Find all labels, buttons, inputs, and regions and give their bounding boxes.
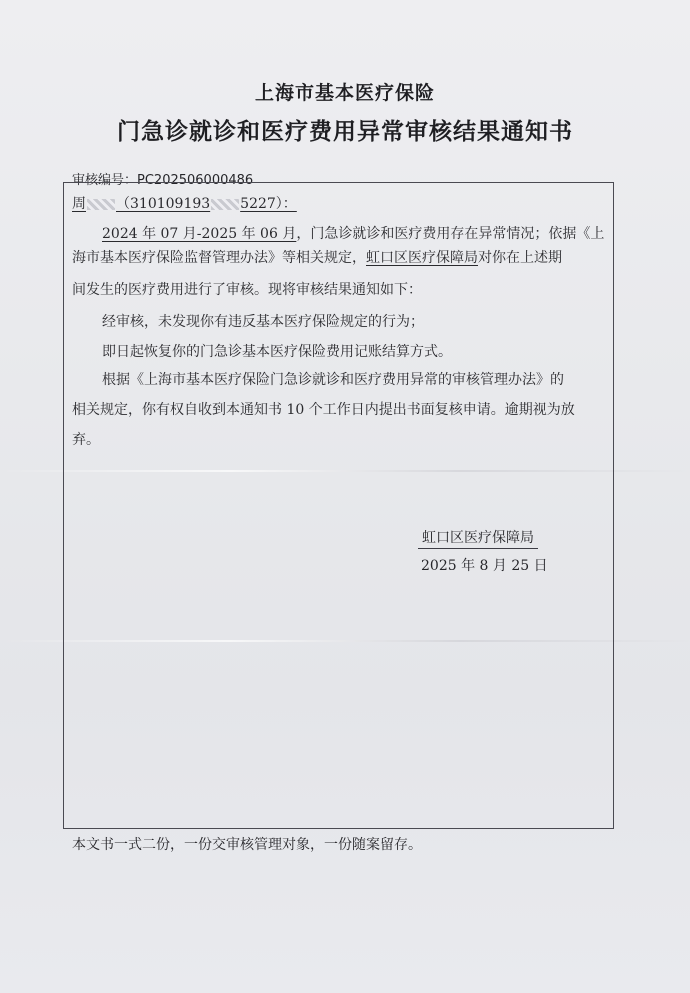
redaction-mark	[211, 199, 239, 210]
addressee-name: 周	[72, 196, 116, 212]
issue-date: 2025 年 8 月 25 日	[421, 558, 548, 574]
audit-number: 审核编号：PC202506000486	[72, 173, 254, 188]
rights-line-2: 相关规定，你有权自收到本通知书 10 个工作日内提出书面复核申请。逾期视为放	[72, 402, 575, 418]
rights-line-3: 弃。	[72, 432, 100, 448]
rights-line-1: 根据《上海市基本医疗保险门急诊就诊和医疗费用异常的审核管理办法》的	[102, 372, 564, 388]
footer-note: 本文书一式二份，一份交审核管理对象，一份随案留存。	[72, 837, 422, 853]
addressee-id: （310109193 5227）：	[116, 196, 297, 212]
body-line-3: 间发生的医疗费用进行了审核。现将审核结果通知如下：	[72, 282, 422, 298]
document-title: 门急诊就诊和医疗费用异常审核结果通知书	[117, 118, 573, 145]
issuer-signature: 虹口区医疗保障局	[418, 527, 538, 549]
audit-period: 2024 年 07 月-2025 年 06 月	[102, 226, 297, 242]
body-line-2: 海市基本医疗保险监督管理办法》等相关规定，虹口区医疗保障局对你在上述期	[72, 250, 562, 266]
addressee-line	[72, 193, 297, 213]
finding-paragraph: 经审核，未发现你有违反基本医疗保险规定的行为；	[102, 314, 424, 330]
restore-paragraph: 即日起恢复你的门急诊基本医疗保险费用记账结算方式。	[102, 344, 452, 360]
bureau-name-inline: 虹口区医疗保障局	[366, 250, 478, 266]
redaction-mark	[87, 199, 115, 210]
body-line-1: 2024 年 07 月-2025 年 06 月，门急诊就诊和医疗费用存在异常情况；依据《上	[102, 226, 605, 242]
document-org-header: 上海市基本医疗保险	[254, 82, 435, 104]
